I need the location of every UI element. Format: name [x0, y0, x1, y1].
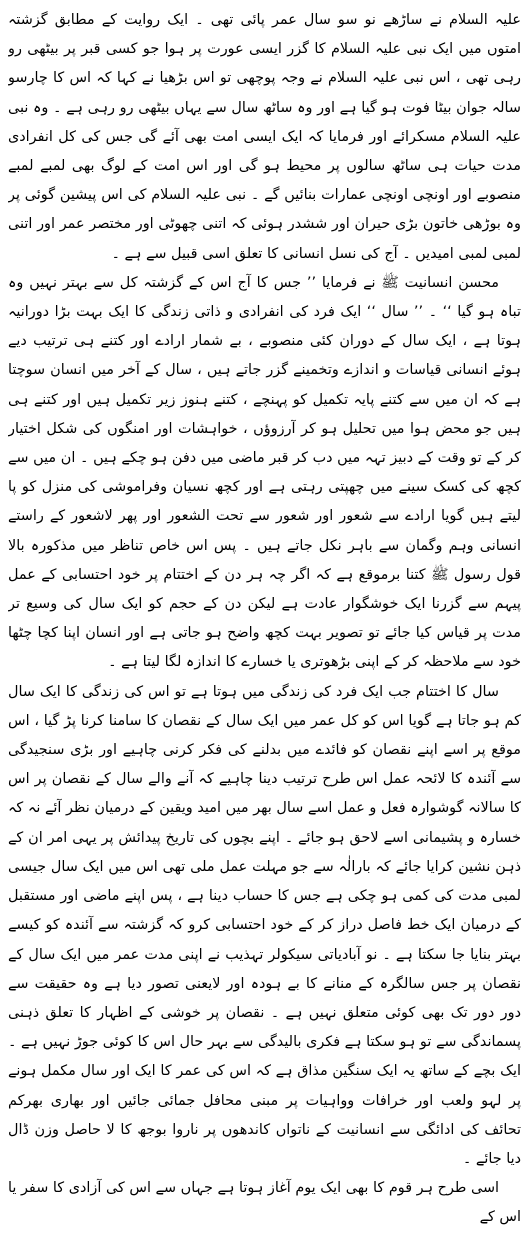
- article-page: [8, 6, 521, 1252]
- paragraph-nation-beginning: اسی طرح ہر قوم کا بھی ایک یوم آغاز ہوتا ہے جہاں سے اس کی آزادی کا سفر یا اس کے: [8, 1180, 521, 1226]
- paragraph-year-end-loss: سال کا اختتام جب ایک فرد کی زندگی میں ہوتا ہے تو اس کی زندگی کا ایک سال کم ہو جاتا ہے گویا اس کو کل عمر میں ایک سال کے نقصان کا سامنا کرنا پڑ گیا ، اس موقع پر اسے اپنے نقصان کو فائدے میں بدلنے کی فکر کرنی چاہیے اور بڑی سنجیدگی سے آئندہ کا لائحہ عمل اس طرح ترتیب دینا چاہیے کہ آنے والے سال کے نقصان پر اس کا سالانہ گوشوارہ فعل و عمل اسے سال بھر میں امید ویقین کے درمیان نظر آئے نہ کہ خسارہ و پشیمانی اسے لاحق ہو جائے ۔ اپنے بچوں کی تاریخ پیدائش پر یہی امر ان کے ذہن نشین کرایا جائے کہ بارالٰہ سے جو مہلت عمل ملی تھی اس میں ایک سال جیسی لمبی مدت کی کمی ہو چکی ہے جس کا حساب دینا ہے ، پس اپنے ماضی اور مستقبل کے درمیان ایک خط فاصل دراز کر کے خود احتسابی کرو کہ گزشتہ سے آئندہ کو کیسے بہتر بنایا جا سکتا ہے ۔ نو آبادیاتی سیکولر تہذیب نے اپنی مدت عمر میں ایک سال کے نقصان پر جس سالگرہ کے منانے کا بے ہودہ اور لایعنی تصور دیا ہے وہ حقیقت سے دور دور تک بھی کوئی متعلق نہیں ہے ۔ نقصان پر خوشی کے اظہار کا تعلق ذہنی پسماندگی سے تو ہو سکتا ہے فکری بالیدگی سے بہر حال اس کا کوئی جوڑ نہیں ہے ۔ ایک بچے کے ساتھ یہ ایک سنگین مذاق ہے کہ اس کی عمر کا ایک اور سال مکمل ہونے پر لہو ولعب اور خرافات وواہیات پر مبنی محافل جمائی جائیں اور بھاری بھرکم تحائف کی ادائگی سے انسانیت کے ناتواں کاندھوں پر ناروا بوجھ کا لا حاصل وزن ڈال دیا جائے ۔: [8, 683, 521, 1167]
- paragraph-hadith-year-reflection: محسن انسانیت ﷺ نے فرمایا ’’ جس کا آج اس کے گزشتہ کل سے بہتر نہیں وہ تباہ ہو گیا ‘‘ ۔ ’’ سال ‘‘ ایک فرد کی انفرادی و ذاتی زندگی کا ایک بہت بڑا دورانیہ ہوتا ہے ، ایک سال کے دوران کئی منصوبے ، بے شمار ارادے اور کتنے ہی ترتیب دیے ہوئے انسانی قیاسات و اندازے وتخمینے گزر جاتے ہیں ، سال کے آخر میں انسان سوچتا ہے کہ ان میں سے کتنے پایہ تکمیل کو پہنچے ، کتنے ہنوز زیر تکمیل ہیں اور کتنے ہی ہیں جو محض ہوا میں تحلیل ہو کر آرزوؤں ، خواہشات اور امنگوں کی شکل اختیار کر کے تو وقت کے دبیز تہہ میں دب کر قبر ماضی میں دفن ہو چکے ہیں ۔ ان میں سے کچھ کی کسک سینے میں چھپتی رہتی ہے اور کچھ نسیان وفراموشی کی منزل کو پا لیتے ہیں گویا ارادے سے شعور اور شعور سے تحت الشعور اور پھر لاشعور کے راستے انسانی وہم وگمان سے باہر نکل جاتے ہیں ۔ پس اس خاص تناظر میں مذکورہ بالا قول رسول ﷺ کتنا برموقع ہے کہ اگر چہ ہر دن کے اختتام پر خود احتسابی کے عمل پیہم سے گزرنا ایک خوشگوار عادت ہے لیکن دن کے حجم کو ایک سال کی وسیع تر مدت پر قیاس کیا جائے تو تصویر بہت کچھ واضح ہو جاتی ہے اور انسان اپنا کچا چٹھا خود سے ملاحظہ کر کے اپنی بڑھوتری یا خسارے کا اندازہ لگا لیتا ہے ۔: [8, 274, 521, 671]
- paragraph-ancient-lifespans: علیہ السلام نے ساڑھے نو سو سال عمر پائی تھی ۔ ایک روایت کے مطابق گزشتہ امتوں میں ایک نبی علیہ السلام کا گزر ایسی عورت پر ہوا جو کسی قبر پر بیٹھی رو رہی تھی ، اس نبی علیہ السلام نے وجہ پوچھی تو اس بڑھیا نے کہا کہ اس کا چارسو سالہ جوان بیٹا فوت ہو گیا ہے اور وہ ساٹھ سال سے یہاں بیٹھی رو رہی ہے ۔ وہ نبی علیہ السلام مسکرائے اور فرمایا کہ ایک ایسی امت بھی آئے گی جس کی کل انفرادی مدت حیات ہی ساٹھ سالوں پر محیط ہو گی اور اس امت کے لوگ بھی لمبے لمبے منصوبے اور اونچی اونچی عمارات بنائیں گے ۔ نبی علیہ السلام کی اس پیشین گوئی پر وہ بوڑھی خاتون بڑی حیران اور ششدر ہوئی کہ اتنی چھوٹی اور مختصر عمر اور اتنی لمبی لمبی امیدیں ۔ آج کی نسل انسانی کا تعلق اسی قبیل سے ہے ۔: [8, 12, 521, 262]
